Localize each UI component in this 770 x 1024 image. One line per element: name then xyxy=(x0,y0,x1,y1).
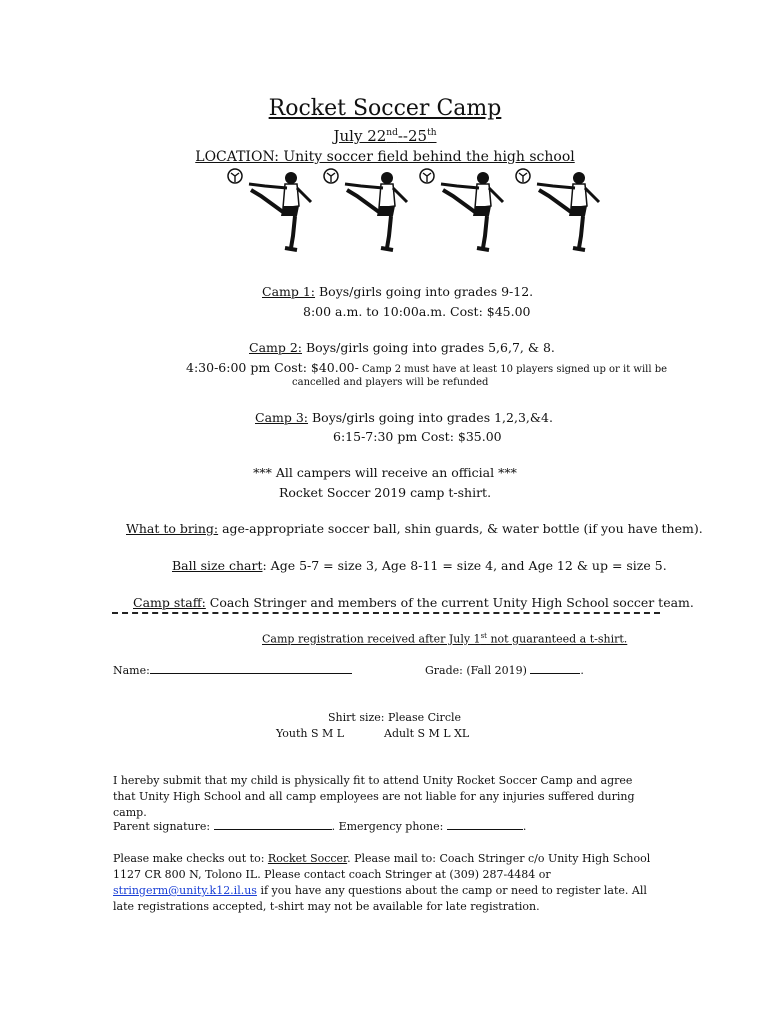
late-registration-note: Camp registration received after July 1st not guaranteed a t-shirt. xyxy=(262,632,628,646)
parent-signature-label: Parent signature: xyxy=(113,820,211,833)
soccer-player-kicking-icon xyxy=(513,166,605,258)
emergency-phone-blank[interactable] xyxy=(447,828,523,830)
page-title: Rocket Soccer Camp xyxy=(268,96,502,121)
camp-1-time-cost: 8:00 a.m. to 10:00a.m. Cost: $45.00 xyxy=(303,304,531,319)
ball-size-chart: Ball size chart: Age 5-7 = size 3, Age 8-11 = size 4, and Age 12 & up = size 5. xyxy=(172,558,667,573)
camp-1-title: Camp 1: Boys/girls going into grades 9-12. xyxy=(262,284,534,299)
tshirt-notice-line2: Rocket Soccer 2019 camp t-shirt. xyxy=(278,485,492,500)
name-blank[interactable] xyxy=(150,672,352,674)
camp-3-time-cost: 6:15-7:30 pm Cost: $35.00 xyxy=(333,429,502,444)
camp-dates: July 22nd--25th xyxy=(333,127,437,145)
camp-2-title: Camp 2: Boys/girls going into grades 5,6,7, & 8. xyxy=(249,340,555,355)
cut-line-divider xyxy=(112,612,660,614)
liability-waiver: I hereby submit that my child is physically fit to attend Unity Rocket Soccer Camp and agree that Unity High School and all camp employees are not liable for any injuries suffered during camp. xyxy=(113,774,635,819)
name-field xyxy=(113,664,352,677)
camp-location: LOCATION: Unity soccer field behind the high school xyxy=(195,149,575,165)
grade-label: Grade: (Fall 2019) xyxy=(425,664,527,677)
soccer-players-illustration xyxy=(225,166,615,258)
camp-2-note: cancelled and players will be refunded xyxy=(292,377,489,388)
camp-3-title: Camp 3: Boys/girls going into grades 1,2,3,&4. xyxy=(255,410,553,425)
emergency-phone-label: Emergency phone: xyxy=(338,820,444,833)
soccer-player-kicking-icon xyxy=(225,166,317,258)
what-to-bring: What to bring: age-appropriate soccer ball, shin guards, & water bottle (if you have them). xyxy=(126,521,703,536)
adult-sizes[interactable]: Adult S M L XL xyxy=(384,727,470,740)
contact-email-link[interactable]: stringerm@unity.k12.il.us xyxy=(113,884,257,897)
name-label: Name: xyxy=(113,664,150,677)
youth-sizes[interactable]: Youth S M L xyxy=(276,727,345,740)
camp-2-time-cost: 4:30-6:00 pm Cost: $40.00- Camp 2 must have at least 10 players signed up or it will be xyxy=(186,360,668,375)
soccer-player-kicking-icon xyxy=(321,166,413,258)
payment-instructions: Please make checks out to: Rocket Soccer. Please mail to: Coach Stringer c/o Unity High School 1127 CR 800 N, Tolono IL. Please contact coach Stringer at (309) 287-4484 or stringerm@unity.k12.il.us if you have any questions about the camp or need to register late. All late registrations accepted, t-shirt may not be available for late registration. xyxy=(113,852,651,913)
parent-signature-field: Parent signature: . Emergency phone: . xyxy=(113,820,527,833)
grade-blank[interactable] xyxy=(530,672,580,674)
tshirt-notice-line1: *** All campers will receive an official *** xyxy=(253,465,517,480)
parent-signature-blank[interactable] xyxy=(214,828,332,830)
grade-field: Grade: (Fall 2019) . xyxy=(425,664,584,677)
camp-staff: Camp staff: Coach Stringer and members of the current Unity High School soccer team. xyxy=(133,595,694,610)
shirt-size-label: Shirt size: Please Circle xyxy=(328,711,462,724)
soccer-player-kicking-icon xyxy=(417,166,509,258)
